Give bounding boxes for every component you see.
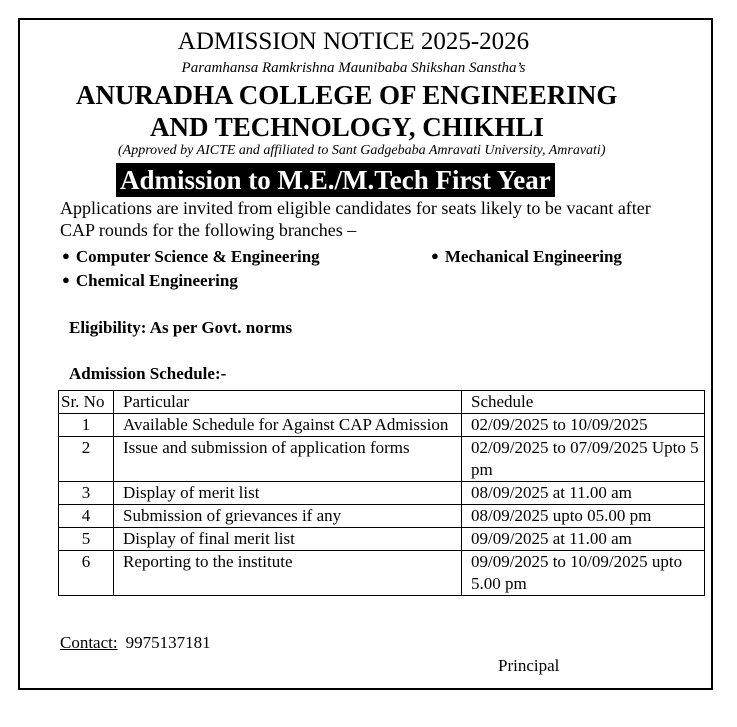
bullet-icon: ● — [62, 248, 70, 263]
header-particular: Particular — [114, 391, 462, 414]
cell-sr-no: 6 — [59, 551, 114, 596]
table-row — [59, 414, 705, 437]
organization-name: Paramhansa Ramkrishna Maunibaba Shikshan Sanstha’s — [181, 60, 526, 76]
table-row — [59, 528, 705, 551]
header-sr-no: Sr. No — [59, 391, 114, 414]
contact-label: Contact: — [60, 633, 118, 652]
cell-schedule: 08/09/2025 upto 05.00 pm — [462, 505, 705, 528]
cell-particular: Reporting to the institute — [114, 551, 462, 596]
cell-sr-no: 3 — [59, 482, 114, 505]
header-schedule: Schedule — [462, 391, 705, 414]
college-name-line2: AND TECHNOLOGY, CHIKHLI — [150, 112, 544, 142]
table-header-row — [59, 391, 705, 414]
branch-item — [431, 247, 622, 267]
intro-text: Applications are invited from eligible candidates for seats likely to be vacant after CAP rounds for the following branches – — [60, 198, 651, 240]
cell-particular: Issue and submission of application forms — [114, 437, 462, 482]
branch-item — [62, 247, 320, 267]
cell-schedule: 02/09/2025 to 10/09/2025 — [462, 414, 705, 437]
table-row — [59, 482, 705, 505]
cell-sr-no: 4 — [59, 505, 114, 528]
cell-schedule: 09/09/2025 to 10/09/2025 upto 5.00 pm — [462, 551, 705, 596]
branch-label: Mechanical Engineering — [444, 247, 622, 266]
approval-note: (Approved by AICTE and affiliated to Sant Gadgebaba Amravati University, Amravati) — [118, 143, 606, 158]
cell-schedule: 09/09/2025 at 11.00 am — [462, 528, 705, 551]
bullet-icon: ● — [431, 248, 439, 263]
cell-sr-no: 2 — [59, 437, 114, 482]
admission-banner: Admission to M.E./M.Tech First Year — [116, 163, 555, 197]
branch-item — [62, 271, 238, 291]
cell-particular: Display of final merit list — [114, 528, 462, 551]
cell-schedule: 02/09/2025 to 07/09/2025 Upto 5 pm — [462, 437, 705, 482]
notice-title: ADMISSION NOTICE 2025-2026 — [177, 28, 530, 55]
cell-sr-no: 1 — [59, 414, 114, 437]
contact-line — [60, 633, 211, 653]
table-row — [59, 551, 705, 596]
cell-sr-no: 5 — [59, 528, 114, 551]
schedule-title: Admission Schedule:- — [69, 364, 227, 383]
cell-particular: Display of merit list — [114, 482, 462, 505]
contact-number: 9975137181 — [125, 633, 211, 652]
table-row — [59, 437, 705, 482]
table-row — [59, 505, 705, 528]
schedule-table — [58, 390, 705, 596]
cell-particular: Available Schedule for Against CAP Admission — [114, 414, 462, 437]
signature-principal: Principal — [498, 656, 560, 675]
branch-label: Chemical Engineering — [75, 271, 238, 290]
branch-label: Computer Science & Engineering — [75, 247, 320, 266]
cell-particular: Submission of grievances if any — [114, 505, 462, 528]
bullet-icon: ● — [62, 272, 70, 287]
cell-schedule: 08/09/2025 at 11.00 am — [462, 482, 705, 505]
eligibility-text: Eligibility: As per Govt. norms — [69, 318, 293, 337]
college-name-line1: ANURADHA COLLEGE OF ENGINEERING — [76, 80, 618, 110]
